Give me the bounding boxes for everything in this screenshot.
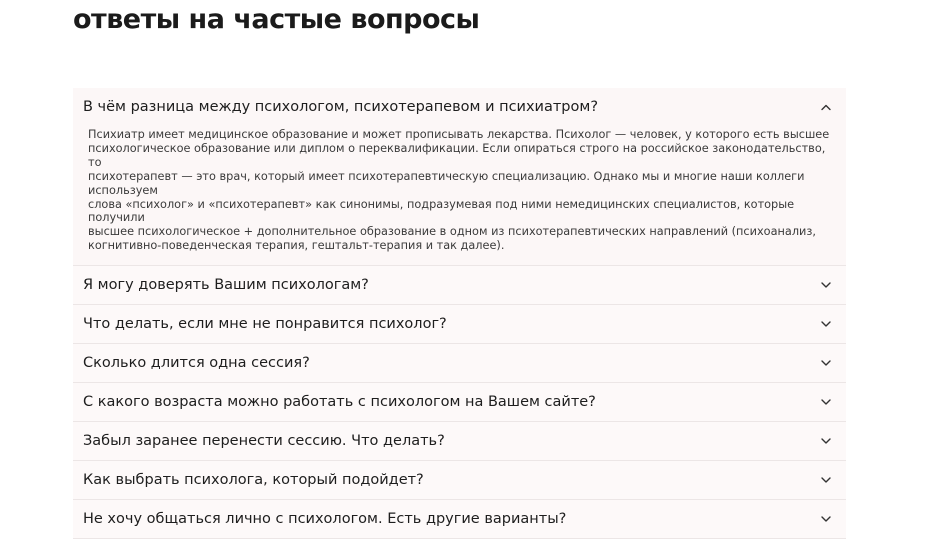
faq-question-button[interactable] [73,88,846,125]
faq-question: Не хочу общаться лично с психологом. Есть другие варианты? [83,511,567,528]
faq-question: Я могу доверять Вашим психологам? [83,277,369,294]
faq-question-button[interactable] [73,383,846,421]
chevron-down-icon[interactable] [820,476,832,484]
faq-question: Как выбрать психолога, который подойдет? [83,472,424,489]
faq-answer: Психиатр имеет медицинское образование и может прописывать лекарства. Психолог — человек, у которого есть высшее психологическое образование или диплом о переквалификации. Если опираться строго на российское законодательство, то психотерапевт — это врач, который имеет психотерапевтическую специализацию. Однако мы и многие наши коллеги используем слова «психолог» и «психотерапевт» как синонимы, подразумевая под ними немедицинских специалистов, которые получили высшее психологическое + дополнительное образование в одном из психотерапевтических направлений (психоанализ, когнитивно-поведенческая терапия, гештальт-терапия и так далее). [88,128,830,253]
chevron-down-icon[interactable] [820,359,832,367]
faq-question: Сколько длится одна сессия? [83,355,310,372]
faq-item [73,88,846,266]
faq-item [73,383,846,422]
faq-item [73,461,846,500]
faq-accordion [73,88,846,539]
faq-item [73,344,846,383]
page-title: ответы на частые вопросы [73,4,480,35]
faq-question: Забыл заранее перенести сессию. Что делать? [83,433,445,450]
faq-item [73,422,846,461]
chevron-down-icon[interactable] [820,281,832,289]
faq-question: В чём разница между психологом, психотерапевом и психиатром? [83,98,599,115]
chevron-down-icon[interactable] [820,320,832,328]
faq-question-button[interactable] [73,422,846,460]
faq-item [73,500,846,539]
faq-item [73,305,846,344]
chevron-up-icon[interactable] [820,103,832,111]
faq-question: Что делать, если мне не понравится психолог? [83,316,447,333]
chevron-down-icon[interactable] [820,398,832,406]
faq-question-button[interactable] [73,266,846,304]
faq-question-button[interactable] [73,305,846,343]
chevron-down-icon[interactable] [820,515,832,523]
faq-item [73,266,846,305]
chevron-down-icon[interactable] [820,437,832,445]
faq-question-button[interactable] [73,344,846,382]
faq-question-button[interactable] [73,500,846,538]
faq-question: С какого возраста можно работать с психологом на Вашем сайте? [83,394,596,411]
faq-question-button[interactable] [73,461,846,499]
